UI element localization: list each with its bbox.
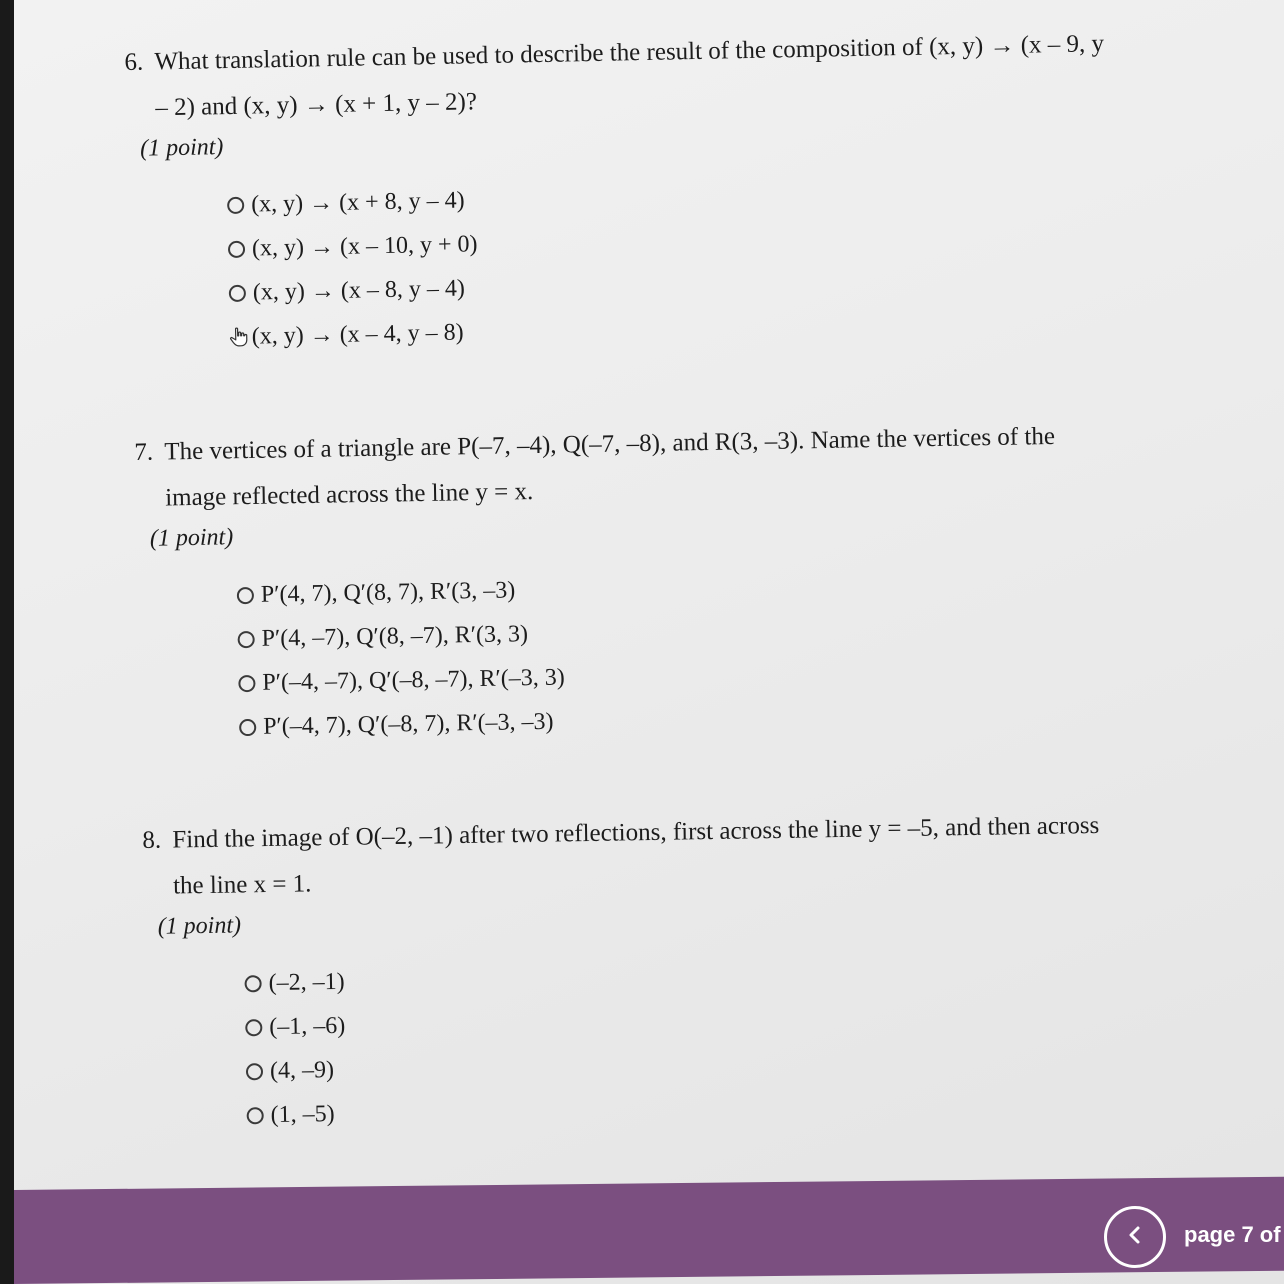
question-6-number: 6. [124, 48, 144, 76]
previous-page-button[interactable] [1104, 1206, 1166, 1268]
question-7-option-a[interactable]: P′(4, 7), Q′(8, 7), R′(3, –3) [237, 559, 1058, 617]
question-6-option-b[interactable]: (x, y) → (x – 10, y + 0) [228, 210, 1108, 271]
question-7-option-d[interactable]: P′(–4, 7), Q′(–8, 7), R′(–3, –3) [239, 691, 1060, 749]
radio-button[interactable] [237, 586, 254, 603]
question-6-option-a[interactable]: (x, y) → (x + 8, y – 4) [227, 166, 1107, 227]
question-8-number: 8. [142, 826, 162, 854]
question-7-text-line2: image reflected across the line y = x. [164, 478, 534, 512]
question-8-option-d[interactable]: (1, –5) [246, 1080, 1104, 1137]
page-indicator: page 7 of [1184, 1222, 1281, 1247]
radio-button[interactable] [244, 975, 261, 992]
question-6-points: (1 point) [139, 134, 224, 162]
question-8-option-b[interactable]: (–1, –6) [245, 992, 1103, 1049]
question-8-options [144, 948, 1104, 1139]
radio-button[interactable] [246, 1063, 263, 1080]
question-7-text-line1: 7. The vertices of a triangle are P(–7, –4), Q(–7, –8), and R(3, –3). Name the vertices of the [134, 414, 1055, 476]
question-7-option-b[interactable]: P′(4, –7), Q′(8, –7), R′(3, 3) [237, 603, 1058, 661]
chevron-left-icon [1125, 1225, 1145, 1250]
question-7-number: 7. [134, 438, 154, 466]
question-6-option-c[interactable]: (x, y) → (x – 8, y – 4) [228, 254, 1108, 315]
question-7-option-c[interactable]: P′(–4, –7), Q′(–8, –7), R′(–3, 3) [238, 647, 1059, 705]
question-6-option-d[interactable]: (x, y) → (x – 4, y – 8) [229, 298, 1109, 359]
question-8-option-c[interactable]: (4, –9) [246, 1036, 1104, 1093]
question-6-text-line2: – 2) and (x, y) → (x + 1, y – 2)? [155, 88, 478, 122]
radio-button[interactable] [245, 1019, 262, 1036]
question-8-option-a[interactable]: (–2, –1) [244, 948, 1102, 1005]
question-7-options [137, 559, 1061, 751]
question-6-options [127, 166, 1110, 361]
question-8-points: (1 point) [157, 912, 242, 940]
question-8-text-line1: 8. Find the image of O(–2, –1) after two reflections, first across the line y = –5, and then across [142, 803, 1100, 864]
question-7 [134, 414, 1060, 751]
footer-nav-bar [14, 1177, 1284, 1284]
question-6-text-line1: 6. What translation rule can be used to describe the result of the composition of (x, y) → (x – 9, y [124, 21, 1104, 86]
radio-button[interactable] [247, 1107, 264, 1124]
question-8-text-line2: the line x = 1. [172, 870, 312, 900]
quiz-screen [14, 0, 1284, 1284]
radio-button[interactable] [238, 674, 255, 691]
radio-button[interactable] [229, 284, 246, 301]
question-8 [142, 803, 1104, 1139]
radio-button[interactable] [227, 196, 244, 213]
radio-button[interactable] [228, 240, 245, 257]
hand-pointer-icon [230, 327, 248, 347]
question-6 [124, 21, 1110, 361]
radio-button[interactable] [239, 718, 256, 735]
question-7-points: (1 point) [149, 524, 234, 552]
radio-button[interactable] [238, 630, 255, 647]
